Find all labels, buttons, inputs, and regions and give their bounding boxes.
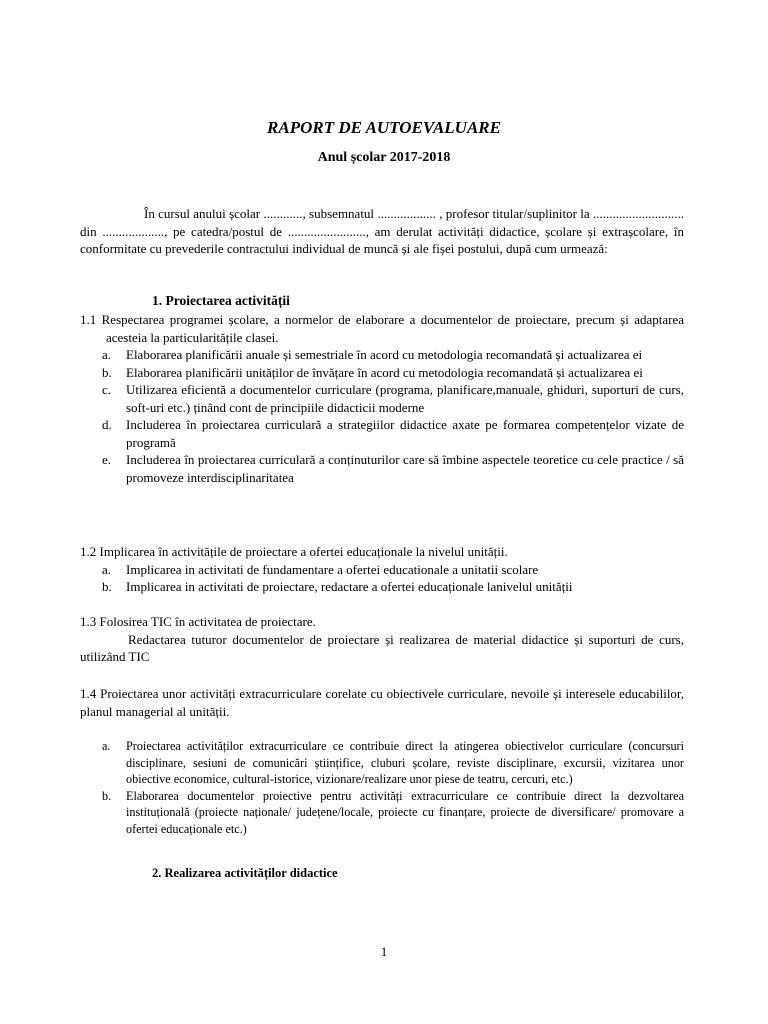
section-2-heading: 2. Realizarea activităților didactice [152, 866, 338, 880]
list-item: a. Implicarea in activitati de fundamentare a ofertei educationale a unitatii scolare [102, 561, 539, 577]
subsection-1-3-text: Redactarea tuturor documentelor de proiectare și realizarea de material didactice și suporturi de curs, utilizând TIC [80, 631, 684, 664]
list-item: a. Proiectarea activităților extracurriculare ce contribuie direct la atingerea obiectivelor curriculare (concursuri disciplinare, sesiuni de comunicări științifice, cluburi școlare, reviste disciplinare, excursii, vizitarea unor obiective economice, cultural-istorice, vizionare/realizare unor piese de teatru, cercuri, etc.) [102, 739, 684, 786]
subsection-1-3 [80, 613, 684, 666]
subsection-1-2-heading: 1.2 Implicarea în activitățile de proiectare a ofertei educaționale la nivelul unității. [80, 544, 508, 559]
subsection-1-4-list [80, 738, 684, 837]
list-item: a. Elaborarea planificării anuale și semestriale în acord cu metodologia recomandată și actualizarea ei [102, 347, 643, 362]
list-item: b. Elaborarea documentelor proiective pentru activități extracurriculare ce contribuie direct la dezvoltarea instituțională (proiecte naționale/ județene/locale, proiecte cu finanțare, proiecte de diversificare/ promovare a ofertei educaționale etc.) [102, 788, 684, 836]
subsection-1-4-heading: 1.4 Proiectarea unor activități extracurriculare corelate cu obiectivele curriculare, nevoile și interesele educabililor, planul managerial al unității. [80, 686, 684, 719]
list-item: b. Implicarea in activitati de proiectare, redactare a ofertei educaționale lanivelul unității [102, 579, 573, 594]
list-item: d. Includerea în proiectarea curriculară a strategiilor didactice axate pe formarea competențelor vizate de programă [102, 417, 684, 450]
subsection-1-2 [80, 543, 684, 596]
section-1-heading: 1. Proiectarea activității [152, 293, 290, 308]
list-item: c. Utilizarea eficientă a documentelor curriculare (programa, planificare,manuale, ghiduri, suporturi de curs, soft-uri etc.) ținând cont de principiile didacticii moderne [102, 382, 684, 415]
document-title: RAPORT DE AUTOEVALUARE [267, 118, 501, 137]
subsection-1-1-list [80, 346, 684, 486]
subsection-1-4 [80, 685, 684, 837]
school-year: Anul școlar 2017-2018 [317, 150, 451, 165]
subsection-1-1-heading: 1.1 Respectarea programei școlare, a normelor de elaborare a documentelor de proiectare, precum și adaptarea acesteia la particularitățile clasei. [80, 312, 684, 345]
intro-paragraph [80, 205, 684, 258]
page-number: 1 [380, 944, 388, 959]
subsection-1-3-heading: 1.3 Folosirea TIC în activitatea de proiectare. [80, 614, 316, 629]
intro-text: În cursul anului școlar ............, subsemnatul .................. , profesor titular/suplinitor la ............................ din ..................., pe catedra/postul de ........................, am derulat activități didactice, școlare și extrașcolare, în conformitate cu prevederile contractului individual de muncă și ale fișei postului, după cum urmează: [80, 206, 684, 256]
list-item: b. Elaborarea planificării unităților de învățare în acord cu metodologia recomandată și actualizarea ei [102, 364, 643, 380]
list-item: e. Includerea în proiectarea curriculară a conținuturilor care să îmbine aspectele teoretice cu cele practice / să promoveze interdisciplinaritatea [102, 452, 684, 485]
subsection-1-1 [80, 311, 684, 486]
subsection-1-2-list [80, 561, 684, 596]
